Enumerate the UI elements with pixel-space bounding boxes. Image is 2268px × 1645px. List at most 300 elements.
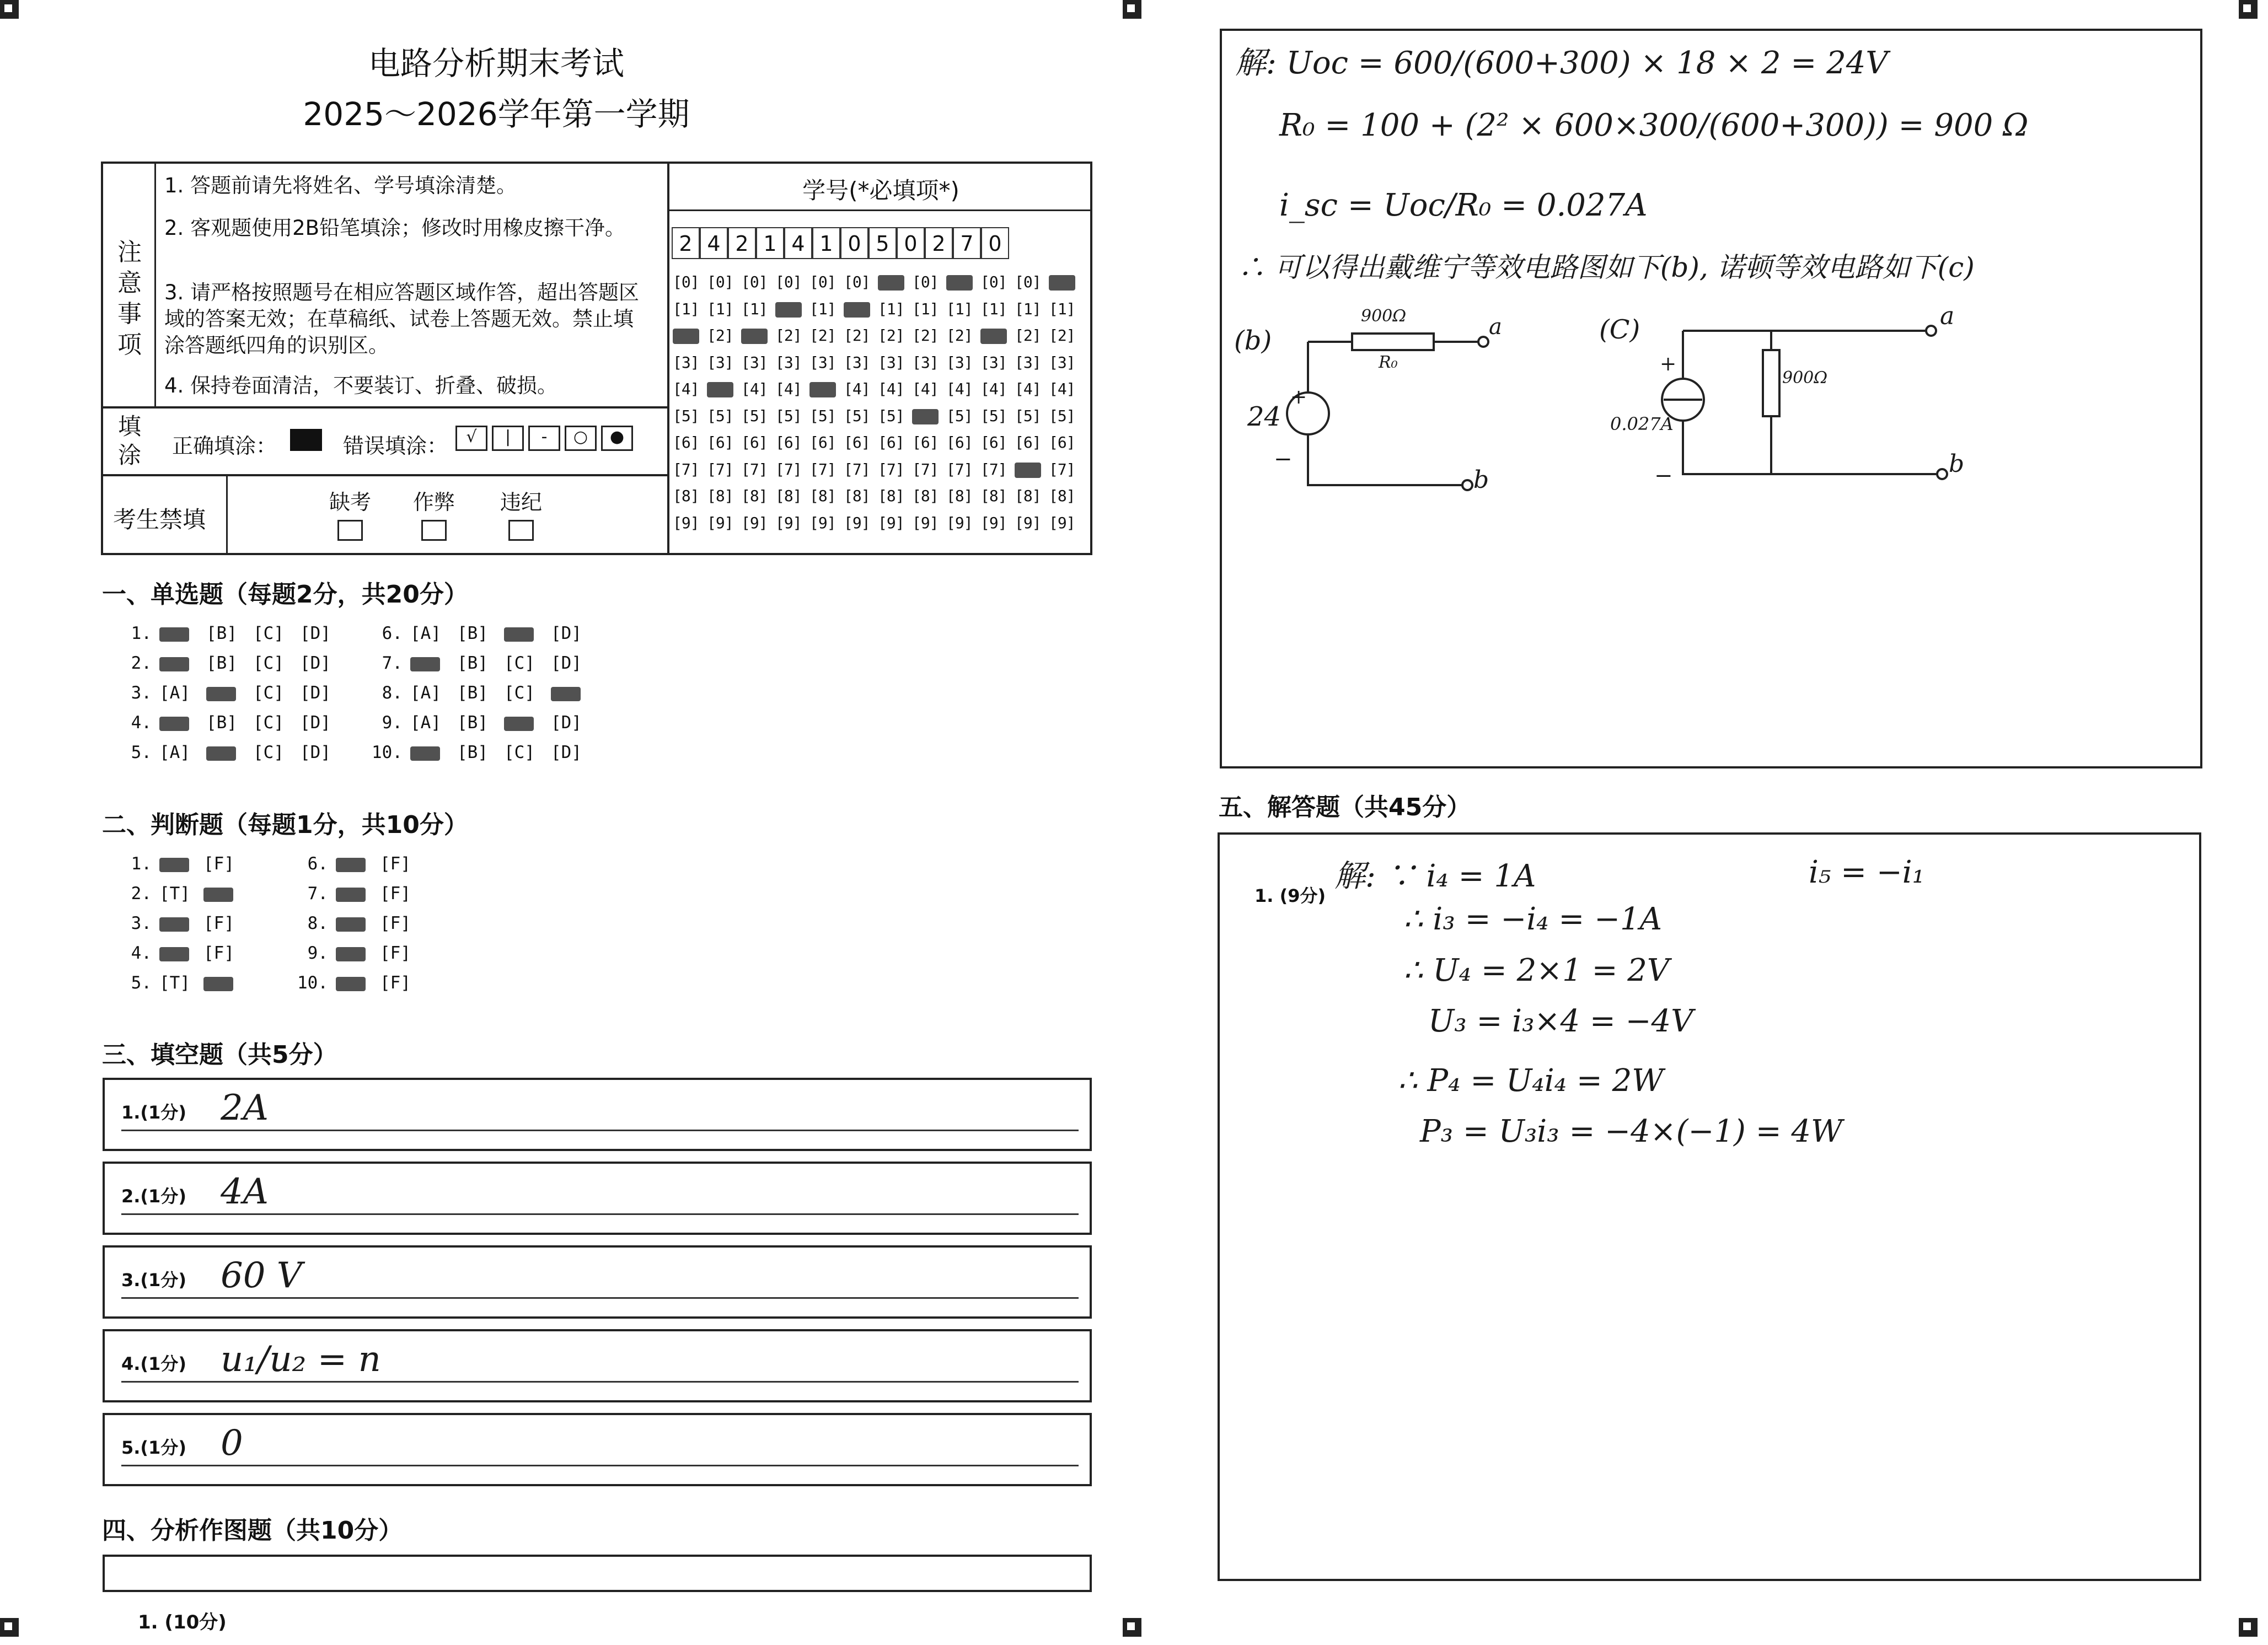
question-number: 1. (131, 854, 152, 874)
bubble-empty[interactable]: [4] (1049, 380, 1075, 398)
bubble-empty[interactable]: [7] (741, 460, 768, 479)
wrong-fill-samples (455, 426, 633, 451)
option-empty[interactable]: [C] (253, 653, 284, 673)
bubble-row-5 (673, 403, 1083, 430)
fill-blank-line (121, 1381, 1079, 1383)
option-empty[interactable]: [D] (300, 713, 331, 733)
option-empty[interactable]: [A] (410, 683, 441, 703)
option-empty[interactable]: [B] (206, 653, 237, 673)
notice-label-divider (154, 162, 156, 406)
bubble-empty[interactable]: [3] (775, 353, 802, 372)
bubble-empty[interactable]: [5] (1015, 406, 1041, 425)
bubble-filled[interactable] (878, 269, 912, 296)
corner-marker-tl (0, 0, 19, 19)
bubble-empty[interactable]: [8] (741, 487, 768, 505)
bubble-empty[interactable]: [4] (912, 380, 939, 398)
judge-question (119, 938, 295, 968)
analysis-heading: 四、分析作图题（共10分） (102, 1517, 403, 1545)
fill-blank-answer: u₁/u₂ = n (221, 1339, 381, 1380)
bubble-empty[interactable]: [2] (912, 326, 939, 345)
bubble-empty[interactable]: [6] (980, 433, 1007, 451)
option-empty[interactable]: [C] (504, 743, 535, 762)
bubble-empty[interactable]: [9] (1015, 513, 1041, 532)
forbidden-violation (496, 485, 546, 546)
bubble-empty[interactable]: [8] (775, 487, 802, 505)
bubble-empty[interactable]: [7] (673, 460, 699, 479)
bubble-empty[interactable]: [9] (809, 513, 836, 532)
fig-b-source-value: 24 (1247, 401, 1282, 432)
option-empty[interactable]: [C] (253, 713, 284, 733)
judge-question (295, 938, 471, 968)
option-filled[interactable] (206, 683, 253, 703)
option-filled[interactable] (336, 913, 380, 933)
fill-blank-box[interactable] (103, 1162, 1092, 1235)
option-empty[interactable]: [F] (203, 913, 234, 933)
bubble-empty[interactable]: [4] (844, 380, 870, 398)
bubble-row-7 (673, 456, 1083, 483)
fill-blank-label: 1.(1分) (121, 1102, 186, 1123)
judge-question (119, 968, 295, 998)
bubble-filled[interactable] (1049, 269, 1083, 296)
absent-checkbox[interactable] (337, 520, 363, 541)
bubble-empty[interactable]: [1] (946, 299, 973, 318)
fill-blank-line (121, 1297, 1079, 1299)
bubble-row-6 (673, 429, 1083, 456)
corner-marker-bm (1123, 1618, 1141, 1637)
bubble-empty[interactable]: [8] (1049, 487, 1075, 505)
judge-row (119, 968, 471, 998)
single-choice-grid[interactable] (119, 619, 620, 767)
option-empty[interactable]: [T] (159, 884, 190, 904)
option-filled[interactable] (336, 973, 380, 993)
bubble-empty[interactable]: [3] (1049, 353, 1075, 372)
bubble-empty[interactable]: [2] (775, 326, 802, 345)
student-id-label-line (669, 209, 1092, 211)
option-empty[interactable]: [B] (206, 623, 237, 643)
student-id-digit[interactable]: 0 (840, 227, 868, 259)
essay-heading: 五、解答题（共45分） (1219, 793, 1471, 821)
single-choice-question (369, 678, 620, 708)
option-empty[interactable]: [D] (300, 683, 331, 703)
bubble-empty[interactable]: [6] (809, 433, 836, 451)
bubble-empty[interactable]: [1] (912, 299, 939, 318)
fill-blank-box[interactable] (103, 1078, 1092, 1151)
student-id-digit[interactable]: 2 (672, 227, 700, 259)
option-empty[interactable]: [B] (457, 743, 488, 762)
option-empty[interactable]: [A] (410, 623, 441, 643)
corner-marker-tm (1123, 0, 1141, 19)
option-filled[interactable] (410, 653, 457, 673)
fig-b-terminal-a: a (1489, 314, 1502, 340)
question-number: 5. (131, 973, 152, 993)
bubble-empty[interactable]: [5] (741, 406, 768, 425)
judge-row (119, 849, 471, 879)
notice-label: 注意事项 (117, 238, 142, 359)
bubble-empty[interactable]: [7] (1049, 460, 1075, 479)
correct-fill-sample (290, 429, 322, 451)
bubble-empty[interactable]: [4] (878, 380, 904, 398)
option-filled[interactable] (410, 743, 457, 762)
student-id-label: 学号(*必填项*) (802, 177, 959, 204)
bubble-empty[interactable]: [9] (878, 513, 904, 532)
bubble-empty[interactable]: [0] (707, 273, 733, 291)
solution-line-2: R₀ = 100 + (2² × 600×300/(600+300)) = 900 Ω (1279, 107, 2029, 143)
student-id-digit[interactable]: 1 (812, 227, 840, 259)
fig-c-resistor-value: 900Ω (1782, 368, 1828, 388)
cheat-checkbox[interactable] (421, 520, 447, 541)
bubble-empty[interactable]: [1] (673, 299, 699, 318)
option-empty[interactable]: [B] (206, 713, 237, 733)
bubble-empty[interactable]: [5] (1049, 406, 1075, 425)
student-id-digit[interactable]: 2 (728, 227, 756, 259)
bubble-empty[interactable]: [8] (946, 487, 973, 505)
wrong-fill-label: 错误填涂： (343, 434, 448, 458)
bubble-filled[interactable] (1015, 456, 1049, 483)
question-number: 7. (307, 884, 328, 904)
bubble-empty[interactable]: [5] (707, 406, 733, 425)
bubble-empty[interactable]: [7] (946, 460, 973, 479)
bubble-empty[interactable]: [3] (844, 353, 870, 372)
option-empty[interactable]: [B] (457, 623, 488, 643)
bubble-empty[interactable]: [2] (946, 326, 973, 345)
bubble-empty[interactable]: [3] (878, 353, 904, 372)
bubble-empty[interactable]: [9] (741, 513, 768, 532)
bubble-empty[interactable]: [6] (775, 433, 802, 451)
student-id-digit[interactable]: 0 (897, 227, 925, 259)
bubble-empty[interactable]: [8] (912, 487, 939, 505)
bubble-empty[interactable]: [1] (741, 299, 768, 318)
bubble-filled[interactable] (707, 376, 741, 403)
single-choice-row (119, 738, 620, 767)
bubble-empty[interactable]: [9] (1049, 513, 1075, 532)
bubble-empty[interactable]: [6] (1049, 433, 1075, 451)
bubble-filled[interactable] (912, 403, 946, 430)
judge-question (295, 879, 471, 908)
fill-blank-label: 4.(1分) (121, 1353, 186, 1374)
correct-fill-label: 正确填涂： (172, 434, 277, 458)
option-empty[interactable]: [C] (253, 743, 284, 762)
option-empty[interactable]: [F] (380, 973, 411, 993)
bubble-empty[interactable]: [2] (1015, 326, 1041, 345)
bubble-empty[interactable]: [2] (844, 326, 870, 345)
fill-blank-box[interactable] (103, 1413, 1092, 1486)
bubble-empty[interactable]: [9] (673, 513, 699, 532)
fig-b-resistor-name: R₀ (1379, 353, 1398, 372)
solution-line-4: ∴ 可以得出戴维宁等效电路图如下(b), 诺顿等效电路如下(c) (1238, 251, 1975, 283)
single-choice-question (119, 738, 369, 767)
judge-question (295, 908, 471, 938)
bubble-empty[interactable]: [0] (844, 273, 870, 291)
fig-b-minus: − (1274, 447, 1293, 472)
terminal-a-c (1926, 326, 1936, 336)
notice-item-3: 3. 请严格按照题号在相应答题区域作答，超出答题区域的答案无效；在草稿纸、试卷上答题无效。禁止填涂答题纸四角的识别区。 (164, 281, 640, 357)
violation-checkbox[interactable] (508, 520, 534, 541)
bubble-empty[interactable]: [0] (775, 273, 802, 291)
option-filled[interactable] (504, 713, 551, 733)
student-id-digit[interactable]: 2 (925, 227, 953, 259)
fill-blank-box[interactable] (103, 1245, 1092, 1319)
option-filled[interactable] (203, 973, 248, 993)
student-id-bubble-grid[interactable] (673, 269, 1083, 536)
question-number: 4. (131, 943, 152, 963)
bubble-empty[interactable]: [0] (1015, 273, 1041, 291)
bubble-empty[interactable]: [1] (809, 299, 836, 318)
bubble-empty[interactable]: [6] (844, 433, 870, 451)
bubble-empty[interactable]: [8] (809, 487, 836, 505)
option-empty[interactable]: [A] (410, 713, 441, 733)
fill-blank-label: 2.(1分) (121, 1186, 186, 1207)
single-choice-question (369, 648, 620, 678)
option-filled[interactable] (336, 854, 380, 874)
bubble-empty[interactable]: [1] (1049, 299, 1075, 318)
single-choice-row (119, 708, 620, 738)
bubble-empty[interactable]: [1] (980, 299, 1007, 318)
bubble-empty[interactable]: [0] (980, 273, 1007, 291)
bubble-empty[interactable]: [0] (912, 273, 939, 291)
bubble-empty[interactable]: [9] (707, 513, 733, 532)
option-empty[interactable]: [D] (300, 623, 331, 643)
forbidden-absent (325, 485, 375, 546)
judge-question (119, 908, 295, 938)
option-empty[interactable]: [B] (457, 653, 488, 673)
bubble-row-0 (673, 269, 1083, 296)
student-id-digit[interactable]: 7 (953, 227, 981, 259)
option-empty[interactable]: [D] (551, 623, 582, 643)
bubble-empty[interactable]: [5] (980, 406, 1007, 425)
bubble-empty[interactable]: [5] (878, 406, 904, 425)
option-empty[interactable]: [F] (380, 943, 411, 963)
option-empty[interactable]: [D] (300, 743, 331, 762)
bubble-empty[interactable]: [4] (741, 380, 768, 398)
single-choice-question (369, 619, 620, 648)
bubble-empty[interactable]: [8] (844, 487, 870, 505)
question-number: 6. (307, 854, 328, 874)
bubble-row-9 (673, 510, 1083, 537)
bubble-filled[interactable] (775, 296, 809, 323)
bubble-empty[interactable]: [8] (980, 487, 1007, 505)
fill-label: 填涂 (117, 413, 141, 469)
bubble-empty[interactable]: [3] (809, 353, 836, 372)
bubble-empty[interactable]: [9] (912, 513, 939, 532)
option-empty[interactable]: [A] (159, 743, 190, 762)
option-filled[interactable] (336, 884, 380, 904)
option-filled[interactable] (551, 683, 598, 703)
fig-c-terminal-a: a (1940, 302, 1955, 330)
option-empty[interactable]: [B] (457, 713, 488, 733)
exam-term: 2025～2026学年第一学期 (303, 95, 690, 133)
bubble-empty[interactable]: [6] (878, 433, 904, 451)
option-empty[interactable]: [D] (300, 653, 331, 673)
bubble-empty[interactable]: [8] (707, 487, 733, 505)
bubble-empty[interactable]: [8] (878, 487, 904, 505)
bubble-filled[interactable] (809, 376, 844, 403)
option-empty[interactable]: [D] (551, 743, 582, 762)
forbidden-row-top (101, 474, 668, 476)
forbidden-cheat-label: 作弊 (412, 490, 455, 514)
bubble-empty[interactable]: [5] (673, 406, 699, 425)
fig-b-plus: + (1290, 386, 1307, 408)
bubble-empty[interactable]: [7] (775, 460, 802, 479)
forbidden-violation-label: 违纪 (500, 490, 542, 514)
fig-c-plus: + (1660, 353, 1677, 375)
bubble-empty[interactable]: [4] (980, 380, 1007, 398)
bubble-filled[interactable] (844, 296, 878, 323)
fig-b-label: (b) (1234, 325, 1272, 356)
fill-blank-heading: 三、填空题（共5分） (102, 1041, 337, 1069)
option-filled[interactable] (159, 653, 206, 673)
bubble-empty[interactable]: [9] (844, 513, 870, 532)
option-empty[interactable]: [D] (551, 713, 582, 733)
bubble-empty[interactable]: [5] (775, 406, 802, 425)
terminal-b-c (1937, 469, 1947, 479)
bubble-empty[interactable]: [7] (809, 460, 836, 479)
option-empty[interactable]: [F] (380, 913, 411, 933)
option-empty[interactable]: [D] (551, 653, 582, 673)
essay-line-5: ∴ P₄ = U₄i₄ = 2W (1398, 1063, 1664, 1099)
bubble-empty[interactable]: [2] (707, 326, 733, 345)
bubble-empty[interactable]: [2] (1049, 326, 1075, 345)
bubble-empty[interactable]: [5] (844, 406, 870, 425)
option-empty[interactable]: [F] (380, 854, 411, 874)
fill-blank-box[interactable] (103, 1329, 1092, 1402)
wrong-mark-circle: ○ (565, 426, 597, 451)
option-filled[interactable] (159, 943, 203, 963)
fill-blank-line (121, 1465, 1079, 1466)
bubble-empty[interactable]: [6] (741, 433, 768, 451)
option-empty[interactable]: [C] (504, 683, 535, 703)
fill-blank-answer: 2A (221, 1088, 269, 1128)
single-choice-question (119, 678, 369, 708)
option-empty[interactable]: [T] (159, 973, 190, 993)
option-filled[interactable] (504, 623, 551, 643)
fill-blank-line (121, 1213, 1079, 1215)
option-empty[interactable]: [C] (253, 623, 284, 643)
option-empty[interactable]: [C] (253, 683, 284, 703)
single-choice-question (369, 708, 620, 738)
judge-question (119, 879, 295, 908)
notice-item-2: 2. 客观题使用2B铅笔填涂；修改时用橡皮擦干净。 (164, 216, 625, 240)
bubble-empty[interactable]: [1] (707, 299, 733, 318)
norton-resistor (1763, 350, 1779, 416)
question-number: 3. (131, 913, 152, 933)
judge-row (119, 879, 471, 908)
bubble-empty[interactable]: [3] (946, 353, 973, 372)
option-empty[interactable]: [A] (159, 683, 190, 703)
single-choice-question (119, 619, 369, 648)
option-empty[interactable]: [F] (203, 854, 234, 874)
question-number: 1. (131, 623, 152, 643)
bubble-empty[interactable]: [4] (946, 380, 973, 398)
student-id-digit[interactable]: 0 (981, 227, 1009, 259)
option-filled[interactable] (159, 913, 203, 933)
student-id-digit[interactable]: 1 (756, 227, 784, 259)
wrong-mark-bar: | (492, 426, 524, 451)
option-filled[interactable] (336, 943, 380, 963)
bubble-empty[interactable]: [5] (946, 406, 973, 425)
bubble-empty[interactable]: [5] (809, 406, 836, 425)
bubble-empty[interactable]: [6] (946, 433, 973, 451)
bubble-filled[interactable] (980, 322, 1015, 350)
essay-line-6: P₃ = U₃i₃ = −4×(−1) = 4W (1420, 1114, 1843, 1149)
bubble-empty[interactable]: [3] (673, 353, 699, 372)
terminal-a-b (1478, 337, 1488, 347)
fill-blank-label: 3.(1分) (121, 1270, 186, 1291)
circuit-figures (1220, 298, 2201, 518)
corner-marker-br (2239, 1618, 2258, 1637)
bubble-empty[interactable]: [1] (1015, 299, 1041, 318)
notice-item-4: 4. 保持卷面清洁，不要装订、折叠、破损。 (164, 374, 558, 397)
bubble-empty[interactable]: [8] (1015, 487, 1041, 505)
option-empty[interactable]: [F] (203, 943, 234, 963)
bubble-empty[interactable]: [6] (912, 433, 939, 451)
forbidden-label-divider (226, 474, 228, 555)
bubble-filled[interactable] (741, 322, 775, 350)
bubble-empty[interactable]: [6] (673, 433, 699, 451)
bubble-empty[interactable]: [0] (741, 273, 768, 291)
bubble-empty[interactable]: [9] (980, 513, 1007, 532)
option-filled[interactable] (159, 713, 206, 733)
bubble-empty[interactable]: [6] (707, 433, 733, 451)
option-filled[interactable] (159, 854, 203, 874)
bubble-empty[interactable]: [2] (878, 326, 904, 345)
bubble-filled[interactable] (673, 322, 707, 350)
bubble-empty[interactable]: [8] (673, 487, 699, 505)
bubble-empty[interactable]: [6] (1015, 433, 1041, 451)
bubble-empty[interactable]: [3] (912, 353, 939, 372)
bubble-empty[interactable]: [3] (741, 353, 768, 372)
option-filled[interactable] (203, 884, 248, 904)
judge-grid[interactable] (119, 849, 471, 998)
bubble-empty[interactable]: [7] (878, 460, 904, 479)
bubble-empty[interactable]: [7] (844, 460, 870, 479)
bubble-empty[interactable]: [4] (1015, 380, 1041, 398)
fill-row-top (101, 406, 668, 408)
bubble-empty[interactable]: [0] (809, 273, 836, 291)
header-divider (667, 162, 669, 555)
student-id-digit[interactable]: 4 (784, 227, 812, 259)
bubble-empty[interactable]: [7] (707, 460, 733, 479)
bubble-empty[interactable]: [0] (673, 273, 699, 291)
bubble-empty[interactable]: [9] (946, 513, 973, 532)
thevenin-resistor (1352, 334, 1434, 350)
judge-row (119, 908, 471, 938)
bubble-empty[interactable]: [3] (980, 353, 1007, 372)
option-filled[interactable] (206, 743, 253, 762)
bubble-row-4 (673, 376, 1083, 403)
option-empty[interactable]: [C] (504, 653, 535, 673)
bubble-empty[interactable]: [9] (775, 513, 802, 532)
student-id-digit[interactable]: 5 (868, 227, 897, 259)
bubble-empty[interactable]: [4] (673, 380, 699, 398)
forbidden-cheat (409, 485, 459, 546)
question-number: 2. (131, 653, 152, 673)
bubble-empty[interactable]: [2] (809, 326, 836, 345)
bubble-empty[interactable]: [3] (1015, 353, 1041, 372)
wrong-mark-dash: - (528, 426, 560, 451)
bubble-empty[interactable]: [4] (775, 380, 802, 398)
bubble-empty[interactable]: [7] (980, 460, 1007, 479)
wrong-mark-check: √ (455, 426, 487, 451)
single-choice-question (119, 648, 369, 678)
bubble-empty[interactable]: [7] (912, 460, 939, 479)
student-id-digit[interactable]: 4 (700, 227, 728, 259)
option-filled[interactable] (159, 623, 206, 643)
bubble-empty[interactable]: [1] (878, 299, 904, 318)
bubble-filled[interactable] (946, 269, 980, 296)
option-empty[interactable]: [F] (380, 884, 411, 904)
bubble-empty[interactable]: [3] (707, 353, 733, 372)
option-empty[interactable]: [B] (457, 683, 488, 703)
